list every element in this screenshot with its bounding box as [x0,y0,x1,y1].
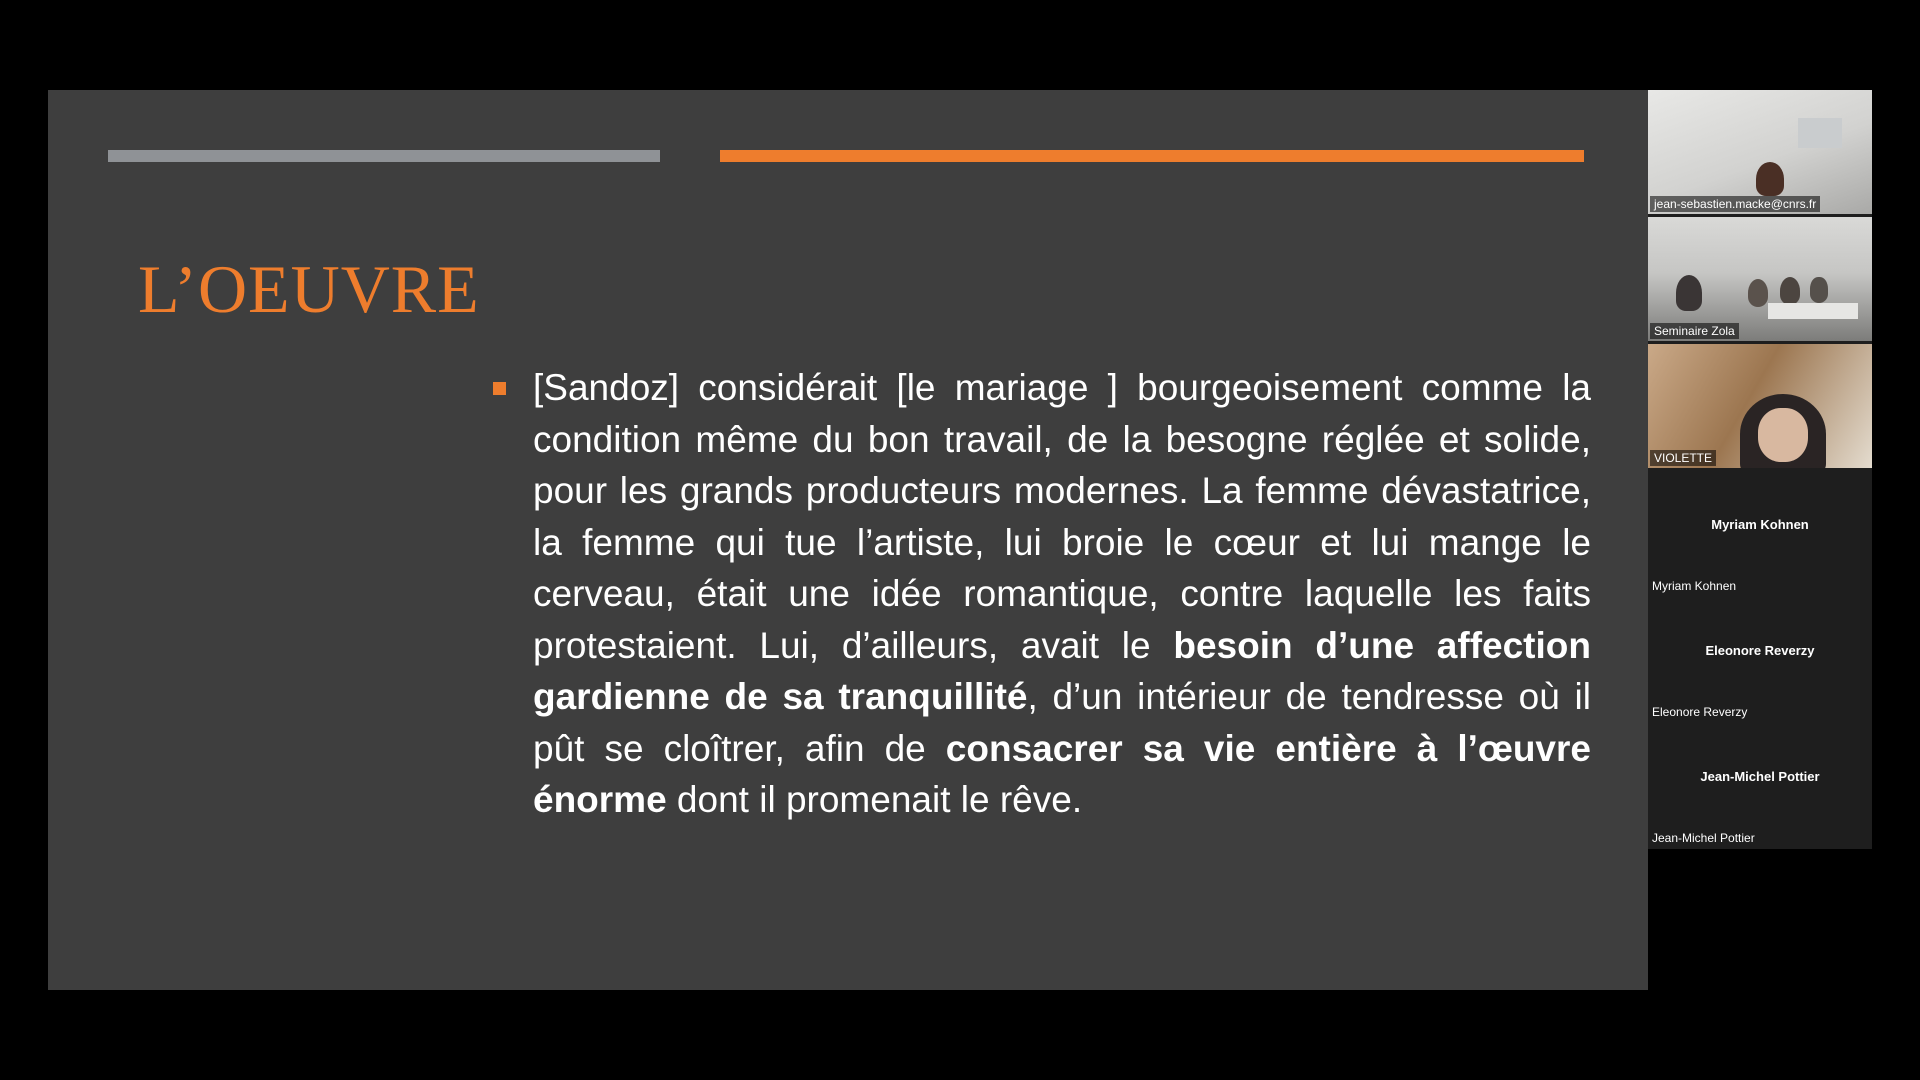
participant-figure [1676,275,1702,311]
participant-video-tile[interactable] [1648,344,1872,468]
participant-name-tag: jean-sebastien.macke@cnrs.fr [1650,196,1820,212]
participant-figure [1780,277,1800,305]
slide-title: L’OEUVRE [138,251,480,327]
meeting-table [1768,303,1858,319]
quote-block [493,362,1591,826]
participant-video-tile[interactable] [1648,217,1872,341]
participant-figure [1756,162,1784,196]
quote-bold-1: besoin d’une affection gardienne de sa tranquillité [533,624,1591,717]
participant-name-tag: Jean-Michel Pottier [1652,831,1755,845]
participant-name: Jean-Michel Pottier [1700,769,1820,784]
participant-name-tag: VIOLETTE [1650,450,1716,466]
participant-face [1758,408,1808,462]
participant-name: Eleonore Reverzy [1705,643,1815,658]
quote-part-3: dont il promenait le rêve. [666,779,1083,820]
room-screen [1798,118,1842,148]
slide-divider-gray [108,150,660,162]
participant-audio-tile[interactable] [1648,597,1872,723]
quote-part-1: [Sandoz] considérait [le mariage ] bourgeoisement comme la condition même du bon travail, de la besogne réglée et solide, pour les grands producteurs modernes. La femme dévastatrice, la femme qui tue l’artiste, lui broie le cœur et lui mange le cerveau, était une idée romantique, contre laquelle les faits protestaient. Lui, d’ailleurs, avait le [533,367,1591,666]
participant-audio-tile[interactable] [1648,471,1872,597]
participant-name-tag: Seminaire Zola [1650,323,1739,339]
participant-figure [1748,279,1768,307]
quote-text [533,362,1591,826]
participant-name: Myriam Kohnen [1711,517,1809,532]
quote-bold-2: consacrer sa vie entière à l’œuvre énorme [533,727,1591,820]
participant-audio-tile[interactable] [1648,723,1872,849]
participant-name-tag: Myriam Kohnen [1652,579,1737,593]
participant-sidebar [1648,90,1872,846]
square-bullet-icon [493,382,506,395]
slide-divider-orange [720,150,1584,162]
participant-video-tile[interactable] [1648,90,1872,214]
participant-name-tag: Eleonore Reverzy [1652,705,1748,719]
participant-figure [1810,277,1828,303]
quote-part-2: , d’un intérieur de tendresse où il pût se cloîtrer, afin de [533,676,1592,769]
shared-slide [48,90,1648,990]
